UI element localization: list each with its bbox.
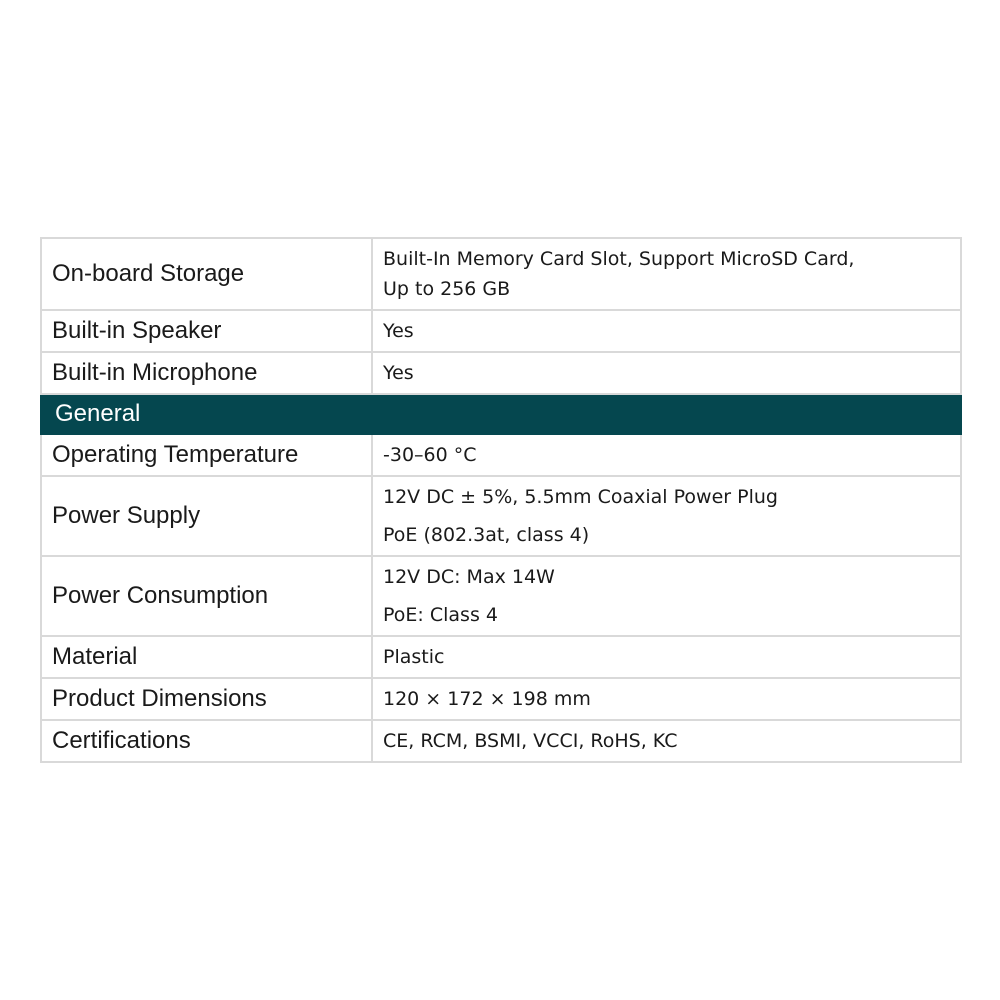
spec-value bbox=[372, 310, 961, 352]
spec-value bbox=[372, 476, 961, 556]
spec-row-power-supply bbox=[41, 476, 961, 556]
spec-value-line: PoE (802.3at, class 4) bbox=[383, 524, 590, 546]
spec-value bbox=[372, 238, 961, 310]
spec-row-product-dimensions bbox=[41, 678, 961, 720]
spec-value bbox=[372, 636, 961, 678]
spec-label: Power Supply bbox=[41, 476, 372, 556]
spec-row-certifications bbox=[41, 720, 961, 762]
spec-value bbox=[372, 720, 961, 762]
spec-label: Built-in Microphone bbox=[41, 352, 372, 394]
spec-value-line: 12V DC ± 5%, 5.5mm Coaxial Power Plug bbox=[383, 486, 778, 508]
spec-value-line: 12V DC: Max 14W bbox=[383, 566, 555, 588]
spec-value-line: Yes bbox=[383, 362, 414, 384]
spec-label: Built-in Speaker bbox=[41, 310, 372, 352]
spec-value bbox=[372, 678, 961, 720]
spec-row-operating-temperature bbox=[41, 434, 961, 476]
spec-label: Certifications bbox=[41, 720, 372, 762]
spec-label: Power Consumption bbox=[41, 556, 372, 636]
spec-label: Product Dimensions bbox=[41, 678, 372, 720]
spec-value bbox=[372, 434, 961, 476]
section-title: General bbox=[41, 394, 961, 434]
spec-value-line: Up to 256 GB bbox=[383, 278, 511, 300]
spec-label: Operating Temperature bbox=[41, 434, 372, 476]
spec-label: Material bbox=[41, 636, 372, 678]
spec-value bbox=[372, 352, 961, 394]
spec-value-line: Plastic bbox=[383, 646, 445, 668]
spec-row-onboard-storage bbox=[41, 238, 961, 310]
spec-value bbox=[372, 556, 961, 636]
spec-row-built-in-microphone bbox=[41, 352, 961, 394]
spec-row-material bbox=[41, 636, 961, 678]
section-header-general bbox=[41, 394, 961, 434]
spec-table bbox=[40, 237, 962, 763]
spec-row-power-consumption bbox=[41, 556, 961, 636]
spec-value-line: PoE: Class 4 bbox=[383, 604, 498, 626]
spec-value-line: -30–60 °C bbox=[383, 444, 477, 466]
spec-value-line: Built-In Memory Card Slot, Support MicroSD Card, bbox=[383, 248, 855, 270]
spec-row-built-in-speaker bbox=[41, 310, 961, 352]
spec-label: On-board Storage bbox=[41, 238, 372, 310]
spec-value-line: 120 × 172 × 198 mm bbox=[383, 688, 591, 710]
spec-value-line: CE, RCM, BSMI, VCCI, RoHS, KC bbox=[383, 730, 678, 752]
spec-value-line: Yes bbox=[383, 320, 414, 342]
